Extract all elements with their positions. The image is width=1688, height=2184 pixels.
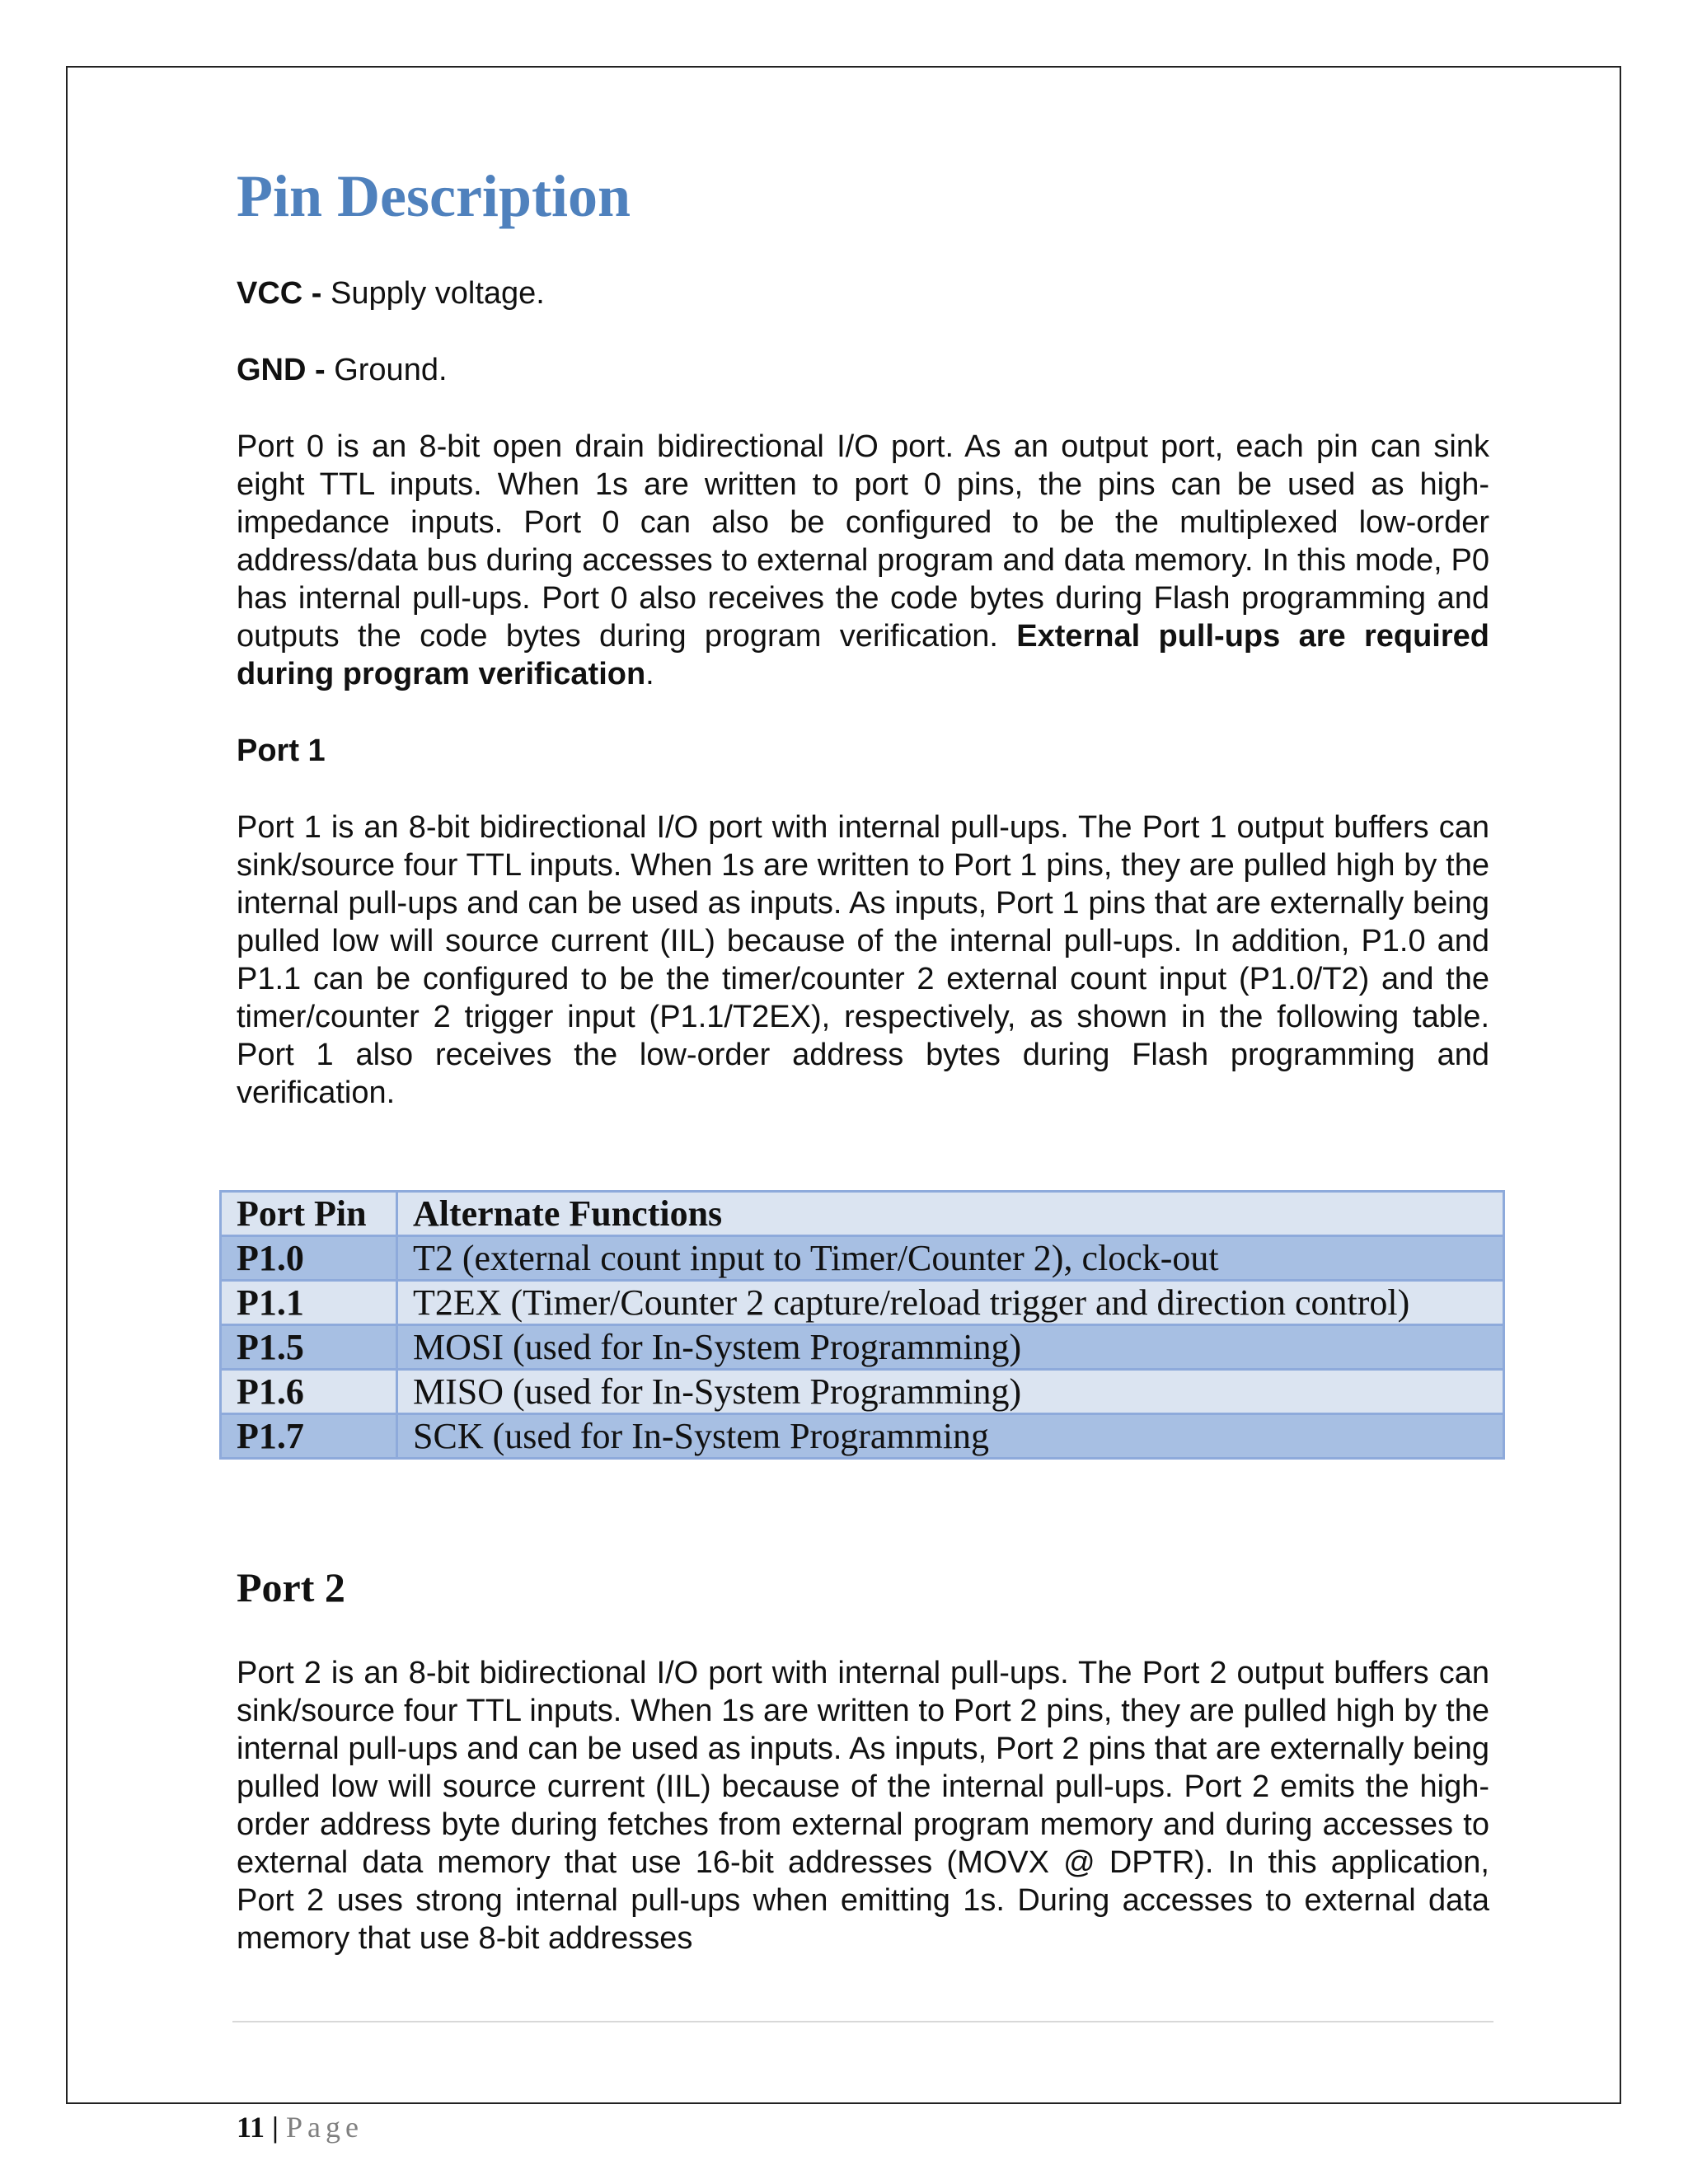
table-cell-function: T2 (external count input to Timer/Counter 2), clock-out — [397, 1236, 1504, 1281]
table-cell-function: SCK (used for In-System Programming — [397, 1414, 1504, 1459]
port0-bold-note: External pull-ups are required during program verification — [237, 619, 1489, 692]
table-header-port-pin: Port Pin — [221, 1192, 397, 1236]
table-header-row — [221, 1192, 1504, 1236]
table-cell-pin: P1.7 — [221, 1414, 397, 1459]
table-cell-pin: P1.0 — [221, 1236, 397, 1281]
port2-heading: Port 2 — [237, 1564, 345, 1611]
port2-paragraph: Port 2 is an 8-bit bidirectional I/O port with internal pull-ups. The Port 2 output buffers can sink/source four TTL inputs. When 1s are written to Port 2 pins, they are pulled high by the internal pull-ups and can be used as inputs. As inputs, Port 2 pins that are externally being pulled low will source current (IIL) because of the internal pull-ups. Port 2 emits the high-order address byte during fetches from external program memory and during accesses to external data memory that use 16-bit addresses (MOVX @ DPTR). In this application, Port 2 uses strong internal pull-ups when emitting 1s. During accesses to external data memory that use 8-bit addresses — [237, 1656, 1489, 1957]
table-row — [221, 1325, 1504, 1370]
gnd-label: GND - — [237, 353, 326, 388]
table-row — [221, 1281, 1504, 1325]
alternate-functions-table — [219, 1190, 1505, 1460]
table-cell-function: T2EX (Timer/Counter 2 capture/reload trigger and direction control) — [397, 1281, 1504, 1325]
port0-end: . — [645, 657, 654, 692]
table-row — [221, 1414, 1504, 1459]
alternate-functions-table-wrap — [219, 1190, 1505, 1460]
port1-heading-text: Port 1 — [237, 733, 326, 769]
table-cell-pin: P1.6 — [221, 1370, 397, 1414]
gnd-text: Ground. — [325, 353, 448, 388]
table-row — [221, 1370, 1504, 1414]
vcc-text: Supply voltage. — [321, 276, 545, 312]
vcc-label: VCC - — [237, 276, 322, 312]
table-cell-function: MISO (used for In-System Programming) — [397, 1370, 1504, 1414]
page-footer — [237, 2110, 363, 2144]
port0-text: Port 0 is an 8-bit open drain bidirectional I/O port. As an output port, each pin can sink eight TTL inputs. When 1s are written to port 0 pins, the pins can be used as high-impedance inputs. Port 0 can also be configured to be the multiplexed low-order address/data bus during accesses to external program and data memory. In this mode, P0 has internal pull-ups. Port 0 also receives the code bytes during Flash programming and outputs the code bytes during program verification. — [237, 429, 1489, 654]
table-cell-function: MOSI (used for In-System Programming) — [397, 1325, 1504, 1370]
table-cell-pin: P1.1 — [221, 1281, 397, 1325]
page-number: 11 — [237, 2111, 265, 2144]
port1-heading — [237, 732, 1489, 770]
page-title: Pin Description — [237, 163, 631, 229]
table-row — [221, 1236, 1504, 1281]
port1-paragraph: Port 1 is an 8-bit bidirectional I/O port with internal pull-ups. The Port 1 output buffers can sink/source four TTL inputs. When 1s are written to Port 1 pins, they are pulled high by the internal pull-ups and can be used as inputs. As inputs, Port 1 pins that are externally being pulled low will source current (IIL) because of the internal pull-ups. In addition, P1.0 and P1.1 can be configured to be the timer/counter 2 external count input (P1.0/T2) and the timer/counter 2 trigger input (P1.1/T2EX), respectively, as shown in the following table. Port 1 also receives the low-order address bytes during Flash programming and verification. — [237, 810, 1489, 1111]
table-header-alternate-functions: Alternate Functions — [397, 1192, 1504, 1236]
footer-divider — [232, 2021, 1493, 2022]
port0-paragraph — [237, 428, 1489, 693]
vcc-paragraph — [237, 274, 1489, 312]
footer-page-label: Page — [285, 2111, 363, 2144]
footer-separator: | — [265, 2111, 286, 2144]
gnd-paragraph — [237, 351, 1489, 389]
table-cell-pin: P1.5 — [221, 1325, 397, 1370]
document-body — [237, 161, 1489, 1996]
